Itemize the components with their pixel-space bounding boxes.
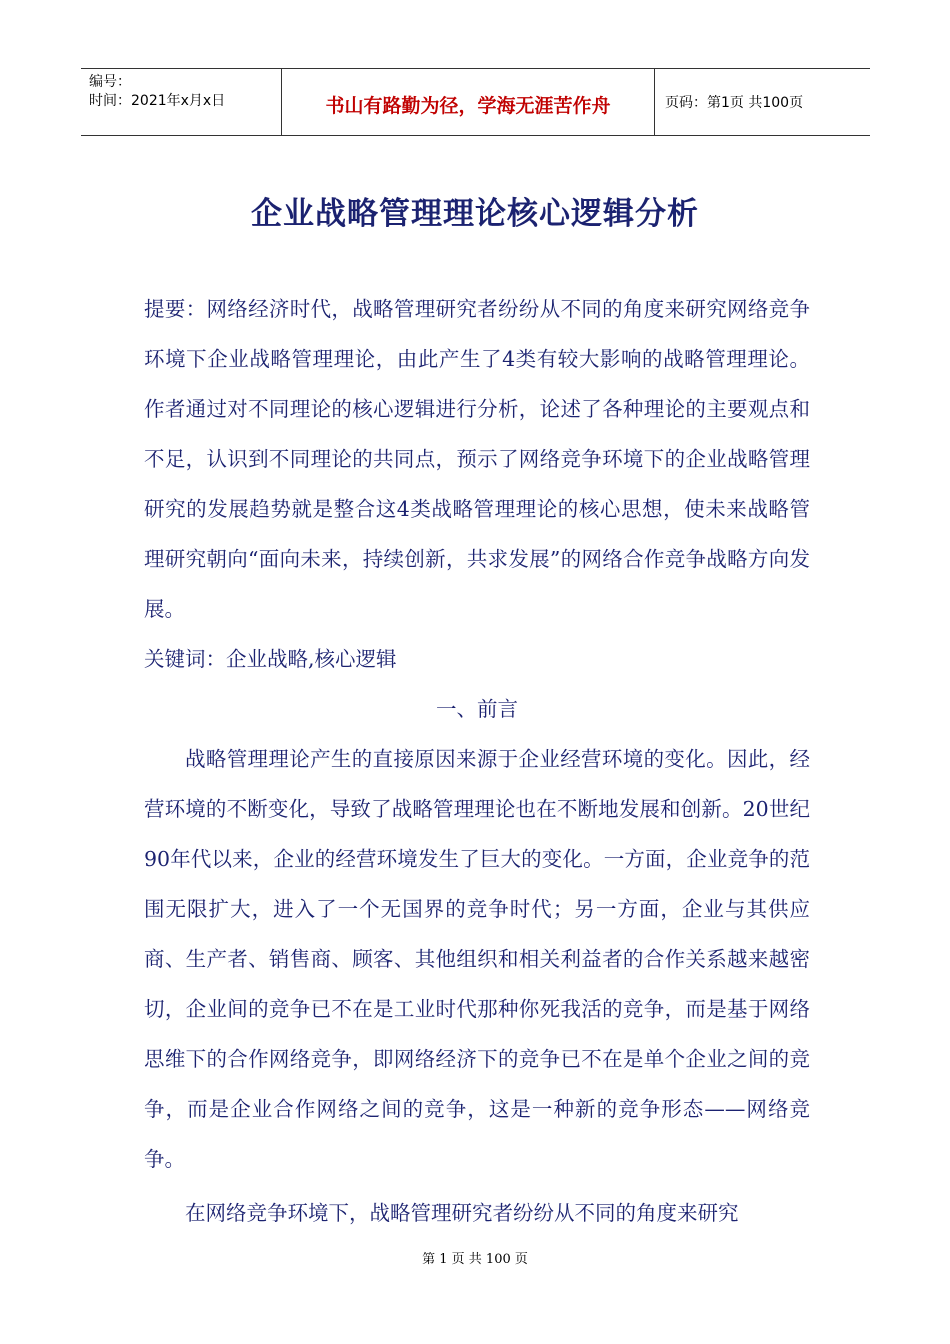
abstract-paragraph: 提要：网络经济时代，战略管理研究者纷纷从不同的角度来研究网络竞争环境下企业战略管理理论，由此产生了4类有较大影响的战略管理理论。作者通过对不同理论的核心逻辑进行分析，论述了各种理论的主要观点和不足，认识到不同理论的共同点，预示了网络竞争环境下的企业战略管理研究的发展趋势就是整合这4类战略管理理论的核心思想，使未来战略管理研究朝向“面向未来，持续创新，共求发展”的网络合作竞争战略方向发展。 (144, 297, 810, 621)
header-meta-cell (81, 69, 282, 135)
document-title: 企业战略管理理论核心逻辑分析 (251, 196, 699, 232)
document-body (144, 284, 810, 1238)
document-number-label: 编号： (89, 74, 131, 90)
keywords-line: 关键词：企业战略,核心逻辑 (144, 647, 397, 671)
section-heading: 一、前言 (436, 697, 518, 721)
header-motto-cell (282, 69, 655, 135)
page-footer: 第 1 页 共 100 页 (422, 1252, 528, 1267)
header-table (81, 68, 870, 136)
header-page-cell (655, 69, 870, 135)
body-paragraph: 战略管理理论产生的直接原因来源于企业经营环境的变化。因此，经营环境的不断变化，导致了战略管理理论也在不断地发展和创新。20世纪90年代以来，企业的经营环境发生了巨大的变化。一方面，企业竞争的范围无限扩大，进入了一个无国界的竞争时代；另一方面，企业与其供应商、生产者、销售商、顾客、其他组织和相关利益者的合作关系越来越密切，企业间的竞争已不在是工业时代那种你死我活的竞争，而是基于网络思维下的合作网络竞争，即网络经济下的竞争已不在是单个企业之间的竞争，而是企业合作网络之间的竞争，这是一种新的竞争形态——网络竞争。 (144, 747, 810, 1171)
document-time-label: 时间：2021年x月x日 (89, 93, 226, 109)
body-paragraph-continued: 在网络竞争环境下，战略管理研究者纷纷从不同的角度来研究 (185, 1201, 739, 1225)
header-motto: 书山有路勤为径，学海无涯苦作舟 (325, 94, 611, 117)
header-page-info: 页码：第1页 共100页 (665, 95, 804, 111)
